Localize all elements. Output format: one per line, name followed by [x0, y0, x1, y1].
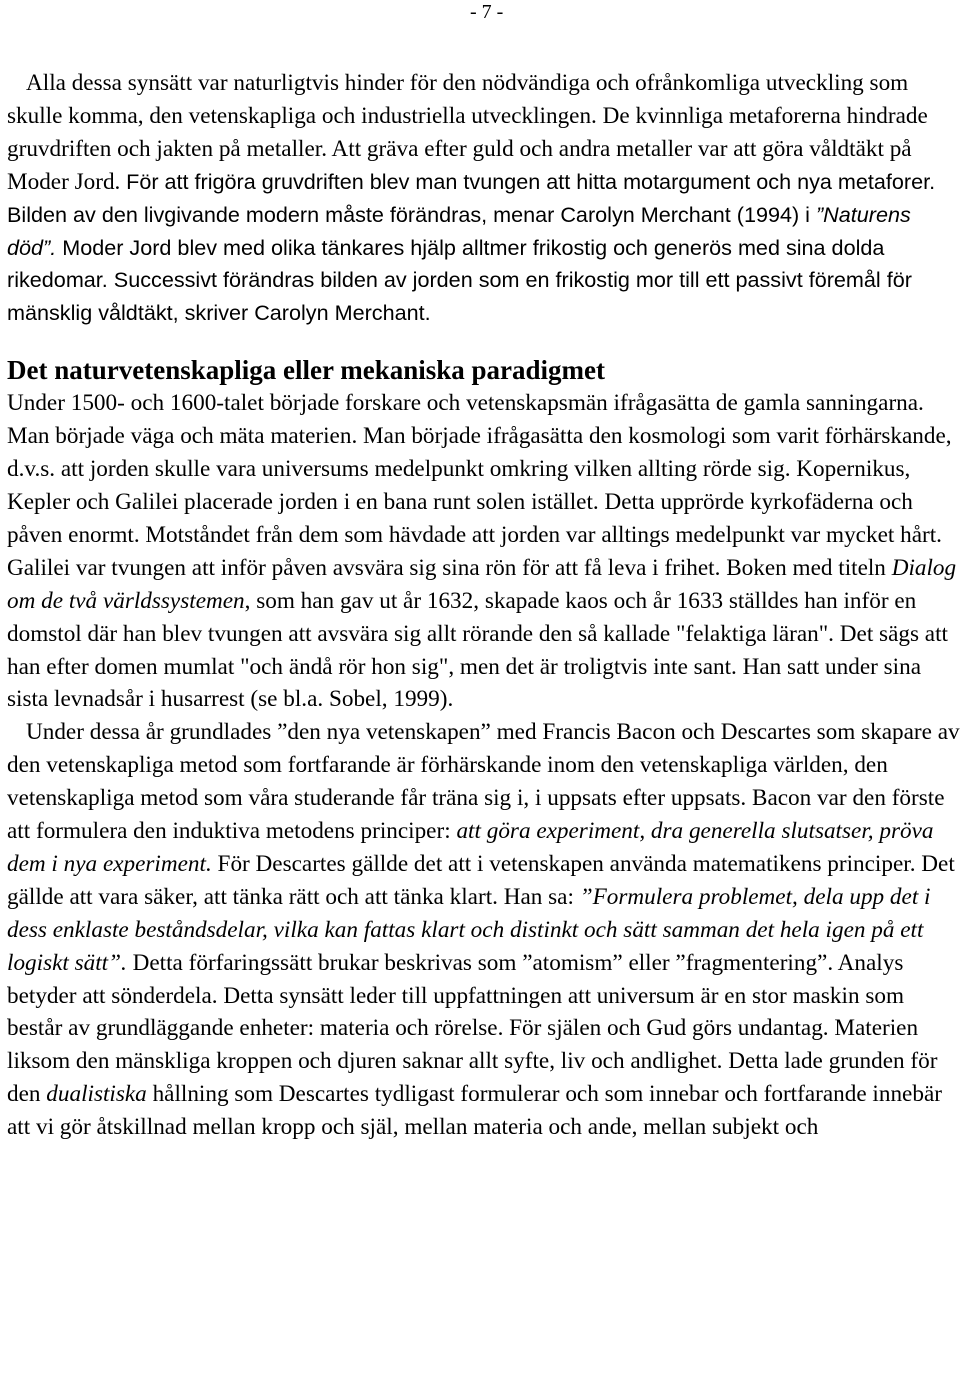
paragraph-text: För att frigöra gruvdriften blev man tvungen att hitta motargument och nya metaforer. Bilden av den livgivande modern måste förändras, menar Carolyn Merchant (1994) i [7, 168, 936, 227]
paragraph-text: hållning som Descartes tydligast formulerar och som innebar och fortfarande innebär att vi gör åtskillnad mellan kropp och själ, mellan materia och ande, mellan subjekt och [7, 1081, 942, 1141]
paragraph-galilei [7, 387, 960, 716]
paragraph-text: , som han gav ut år 1632, skapade kaos och år 1633 ställdes han inför en domstol där han blev tvungen att avsvära sig allt rörande den så kallade "felaktiga läran". Det sägs att han efter domen mumlat "och ändå rör hon sig", men det är troligtvis inte sant. Han satt under sina sista levnadsår i husarrest (se bl.a. Sobel, 1999). [7, 587, 948, 713]
paragraph-bacon-descartes [7, 716, 960, 1144]
section-heading: Det naturvetenskapliga eller mekaniska paradigmet [7, 355, 605, 386]
paragraph-text: Under dessa år grundlades ”den nya vetenskapen” med Francis Bacon och Descartes som skapare av den vetenskapliga metod som fortfarande är förhärskande inom den vetenskapliga världen, den vetenskapliga metod som våra studerande får träna sig i, i uppsats efter uppsats. Bacon var den förste att formulera den induktiva metodens principer: [7, 719, 960, 845]
paragraph-text: Under 1500- och 1600-talet började forskare och vetenskapsmän ifrågasätta de gamla sanningarna. Man började väga och mäta materien. Man började ifrågasätta den kosmologi som varit förhärskande, d.v.s. att jorden skulle vara universums medelpunkt omkring vilken allting rörde sig. Kopernikus, Kepler och Galilei placerade jorden i en bana runt solen istället. Detta upprörde kyrkofäderna och påven enormt. Motståndet från dem som hävdade att jorden var alltings medelpunkt var mycket hårt. Galilei var tvungen att inför påven avsvära sig sina rön för att få leva i frihet. Boken med titeln [7, 390, 952, 581]
paragraph-text: Alla dessa synsätt var naturligtvis hinder för den nödvändiga och ofrånkomliga utveckling som skulle komma, den vetenskapliga och industriella utvecklingen. De kvinnliga metaforerna hindrade gruvdriften och jakten på metaller. Att gräva efter guld och andra metaller var att göra våldtäkt på Moder Jord. [7, 70, 928, 195]
book-title-italic: ”Naturens död”. [7, 201, 911, 260]
method-quote-italic: att göra experiment, dra generella slutsatser, pröva dem i nya experiment. [7, 818, 934, 877]
paragraph-text: För Descartes gällde det att i vetenskapen använda matematikens principer. Det gällde att vara säker, att tänka rätt och att tänka klart. Han sa: [7, 850, 955, 910]
paragraph-text: Moder Jord blev med olika tänkares hjälp alltmer frikostig och generös med sina dolda rikedomar. Successivt förändras bilden av jorden som en frikostig mor till ett passivt föremål för mänsklig våldtäkt, skriver Carolyn Merchant. [7, 234, 912, 326]
document-body [7, 67, 960, 1144]
term-italic: dualistiska [46, 1081, 147, 1108]
page-number: - 7 - [470, 1, 504, 23]
paragraph-natur-metaforer [7, 67, 960, 330]
descartes-quote-italic: ”Formulera problemet, dela upp det i dess enklaste beståndsdelar, vilka kan fattas klart och distinkt och sätt samman det hela igen på ett logiskt sätt”. [7, 883, 931, 976]
paragraph-text: Detta förfaringssätt brukar beskrivas som ”atomism” eller ”fragmentering”. Analys betyder att sönderdela. Detta synsätt leder till uppfattningen att universum är en stor maskin som består av grundläggande enheter: materia och rörelse. För själen och Gud görs undantag. Materien liksom den mänskliga kroppen och djuren saknar allt syfte, liv och andlighet. Detta lade grunden för den [7, 949, 938, 1108]
paragraph-text-sans [7, 169, 935, 326]
book-title-italic: Dialog om de två världssystemen [7, 554, 957, 614]
